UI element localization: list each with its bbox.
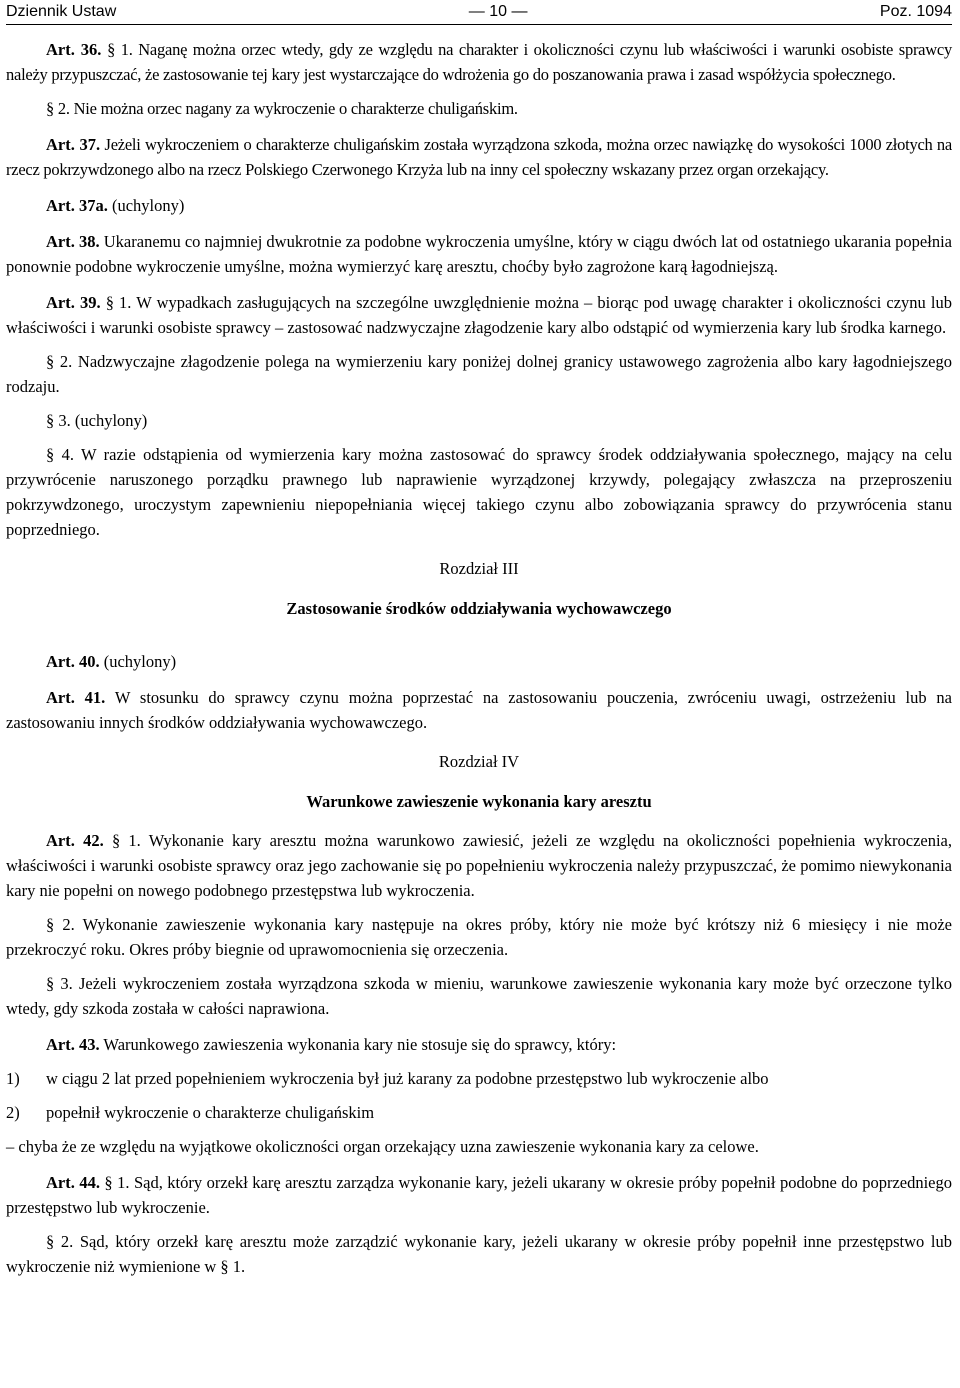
document-body	[6, 37, 952, 1279]
art-39-par-1-text: § 1. W wypadkach zasługujących na szczególne uwzględnienie można – biorąc pod uwagę charakter i okoliczności czynu lub właściwości i warunki osobiste sprawcy – zastosować nadzwyczajne złagodzenie kary albo odstąpić od wymierzenia kary lub środka karnego.	[6, 293, 952, 337]
art-41	[6, 685, 952, 735]
art-39-par-4: § 4. W razie odstąpienia od wymierzenia kary można zastosować do sprawcy środek oddziaływania społecznego, mający na celu przywrócenie naruszonego porządku prawnego lub naprawienie wyrządzonej krzywdy, polegający zwłaszcza na przeproszeniu pokrzywdzonego, uroczystym zapewnieniu niepopełniania więcej takiego czynu albo zobowiązania sprawcy do przywrócenia stanu poprzedniego.	[6, 445, 952, 539]
art-44-par-1	[6, 1170, 952, 1220]
art-38-text: Ukaranemu co najmniej dwukrotnie za podobne wykroczenia umyślne, który w ciągu dwóch lat od ostatniego ukarania popełnia ponownie podobne wykroczenie umyślne, można wymierzyć karę aresztu, choćby było zagrożone karą łagodniejszą.	[6, 232, 952, 276]
art-37a-number: Art. 37a.	[46, 196, 108, 215]
art-37a	[6, 193, 952, 218]
art-39-number: Art. 39.	[46, 293, 101, 312]
header-rule	[6, 24, 952, 25]
art-36-par-1	[6, 37, 952, 87]
art-40-text: (uchylony)	[99, 652, 177, 671]
art-36-par-1-text: § 1. Naganę można orzec wtedy, gdy ze względu na charakter i okoliczności czynu lub właściwości i warunki osobiste sprawcy należy przypuszczać, że zastosowanie tej kary jest wystarczające do wdrożenia go do poszanowania prawa i zasad współżycia społecznego.	[6, 40, 952, 84]
art-42-par-1-text: § 1. Wykonanie kary aresztu można warunkowo zawiesić, jeżeli ze względu na okoliczności popełnienia wykroczenia, właściwości i warunki osobiste sprawcy oraz jego zachowanie się po popełnieniu wykroczenia należy przypuszczać, że pomimo niewykonania kary nie popełni on nowego podobnego przestępstwa lub wykroczenia.	[6, 831, 953, 900]
art-36-par-2-text: § 2. Nie można orzec nagany za wykroczenie o charakterze chuligańskim.	[46, 99, 518, 118]
art-43-item-2	[6, 1100, 952, 1125]
art-41-number: Art. 41.	[46, 688, 106, 707]
item-number: Poz. 1094	[879, 2, 952, 20]
art-42-number: Art. 42.	[46, 831, 104, 850]
journal-name: Dziennik Ustaw	[6, 2, 117, 20]
chapter-3-number: Rozdział III	[439, 559, 519, 578]
art-42-par-2: § 2. Wykonanie zawieszenie wykonania kary następuje na okres próby, który nie może być krótszy niż 6 miesięcy i nie może przekroczyć roku. Okres próby biegnie od uprawomocnienia się orzeczenia.	[6, 915, 952, 959]
art-38-number: Art. 38.	[46, 232, 100, 251]
art-36-number: Art. 36.	[46, 40, 102, 59]
item-number: 1)	[6, 1069, 20, 1088]
art-44-par-2: § 2. Sąd, który orzekł karę aresztu może zarządzić wykonanie kary, jeżeli ukarany w okresie próby popełnił inne przestępstwo lub wykroczenie niż wymienione w § 1.	[6, 1232, 952, 1276]
art-44-number: Art. 44.	[46, 1173, 100, 1192]
art-40	[6, 649, 952, 674]
chapter-4-number: Rozdział IV	[438, 752, 520, 771]
art-40-number: Art. 40.	[46, 652, 100, 671]
item-text: w ciągu 2 lat przed popełnieniem wykroczenia był już karany za podobne przestępstwo lub wykroczenie albo	[46, 1069, 769, 1088]
page-number: — 10 —	[468, 2, 528, 20]
art-43-text: Warunkowego zawieszenia wykonania kary nie stosuje się do sprawcy, który:	[99, 1035, 617, 1054]
art-44-par-1-text: § 1. Sąd, który orzekł karę aresztu zarządza wykonanie kary, jeżeli ukarany w okresie próby popełnił podobne do poprzedniego przestępstwo lub wykroczenie.	[6, 1173, 952, 1217]
art-43	[6, 1032, 952, 1057]
art-37a-text: (uchylony)	[107, 196, 185, 215]
item-number: 2)	[6, 1103, 20, 1122]
page-header	[6, 0, 952, 22]
art-43-number: Art. 43.	[46, 1035, 100, 1054]
art-39-par-1	[6, 290, 952, 340]
art-38	[6, 229, 952, 279]
art-39-par-3: § 3. (uchylony)	[46, 411, 148, 430]
art-37-number: Art. 37.	[46, 135, 101, 154]
chapter-4-title: Warunkowe zawieszenie wykonania kary aresztu	[306, 792, 652, 811]
art-42-par-1	[6, 828, 952, 903]
art-43-tail: – chyba że ze względu na wyjątkowe okoliczności organ orzekający uzna zawieszenie wykonania kary za celowe.	[6, 1137, 759, 1156]
art-42-par-3: § 3. Jeżeli wykroczeniem została wyrządzona szkoda w mieniu, warunkowe zawieszenie wykonania kary może być orzeczone tylko wtedy, gdy szkoda została w całości naprawiona.	[6, 974, 952, 1018]
art-37	[6, 132, 952, 182]
art-41-text: W stosunku do sprawcy czynu można poprzestać na zastosowaniu pouczenia, zwróceniu uwagi, ostrzeżeniu lub na zastosowaniu innych środków oddziaływania wychowawczego.	[6, 688, 953, 732]
art-36-par-2	[6, 96, 952, 121]
art-43-item-1	[6, 1066, 952, 1091]
art-39-par-2: § 2. Nadzwyczajne złagodzenie polega na wymierzeniu kary poniżej dolnej granicy ustawowego zagrożenia albo kary łagodniejszego rodzaju.	[6, 352, 952, 396]
item-text: popełnił wykroczenie o charakterze chuligańskim	[46, 1103, 375, 1122]
art-37-text: Jeżeli wykroczeniem o charakterze chuligańskim została wyrządzona szkoda, można orzec nawiązkę do wysokości 1000 złotych na rzecz pokrzywdzonego albo na rzecz Polskiego Czerwonego Krzyża lub na inny cel społeczny wskazany przez organ orzekający.	[6, 135, 953, 179]
chapter-3-title: Zastosowanie środków oddziaływania wychowawczego	[286, 599, 672, 618]
